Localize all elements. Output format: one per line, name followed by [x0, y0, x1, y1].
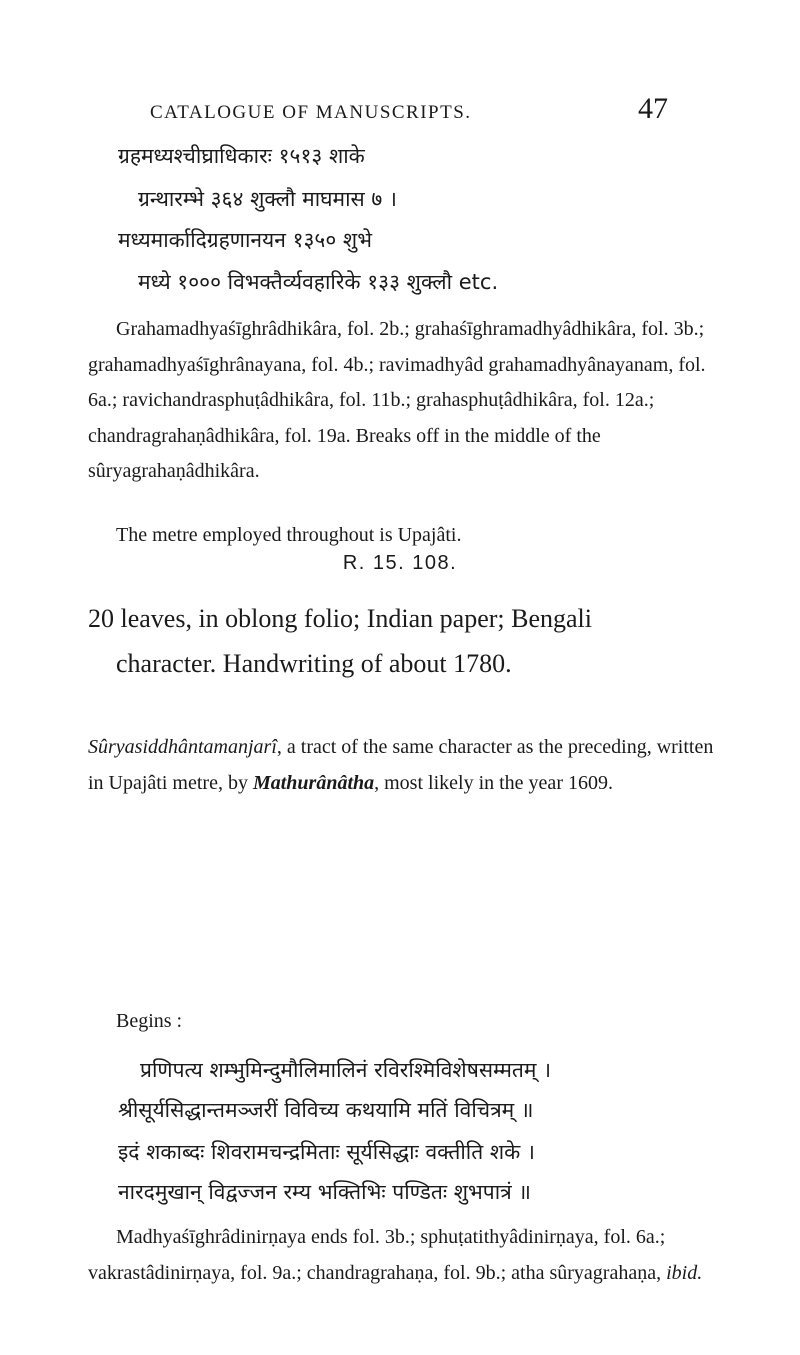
sanskrit-line-3: मध्यमार्कादिग्रहणानयन १३५० शुभे — [118, 228, 372, 252]
work-description — [88, 730, 718, 801]
physical-description-line-1: 20 leaves, in oblong folio; Indian paper; Bengali — [88, 604, 592, 633]
running-header — [150, 92, 668, 126]
closing-paragraph — [88, 1220, 718, 1291]
sanskrit-line-2: ग्रन्थारम्भे ३६४ शुक्लौ माघमास ७ । — [138, 187, 397, 211]
sanskrit-line-4: मध्ये १००० विभक्तैर्व्यवहारिके १३३ शुक्लौ etc. — [138, 270, 499, 294]
physical-description — [88, 596, 728, 686]
work-author: Mathurânâtha — [252, 771, 375, 794]
opening-line-2: श्रीसूर्यसिद्धान्तमञ्जरीं विविच्य कथयामि मतिं विचित्रम् ॥ — [118, 1098, 534, 1122]
shelfmark: R. 15. 108. — [342, 552, 458, 574]
closing-text: Madhyaśīghrâdinirṇaya ends fol. 3b.; sphuṭatithyâdinirṇaya, fol. 6a.; vakrastâdinirṇaya, fol. 9a.; chandragrahaṇa, fol. 9b.; atha sûryagrahaṇa, — [88, 1226, 667, 1284]
header-title: CATALOGUE OF MANUSCRIPTS. — [150, 102, 472, 123]
contents-paragraph: Grahamadhyaśīghrâdhikâra, fol. 2b.; grahaśīghramadhyâdhikâra, fol. 3b.; grahamadhyaśīghrânayana, fol. 4b.; ravimadhyâd grahamadhyânayanam, fol. 6a.; ravichandrasphuṭâdhikâra, fol. 11b.; grahasphuṭâdhikâra, fol. 12a.; chandragrahaṇâdhikâra, fol. 19a. Breaks off in the middle of the sûryagrahaṇâdhikâra. — [88, 318, 706, 482]
closing-ibid: ibid. — [666, 1261, 703, 1284]
physical-description-line-2: character. Handwriting of about 1780. — [116, 649, 512, 678]
metre-line: The metre employed throughout is Upajâti. — [116, 524, 462, 546]
opening-line-1: प्रणिपत्य शम्भुमिन्दुमौलिमालिनं रविरश्मिविशेषसम्मतम् । — [140, 1058, 552, 1082]
opening-line-3: इदं शकाब्दः शिवरामचन्द्रमिताः सूर्यसिद्धाः वक्तीति शके । — [118, 1140, 535, 1164]
work-description-text-1: , a tract of the same character as the preceding, written in Upajâti metre, by — [88, 736, 714, 794]
sanskrit-line-1: ग्रहमध्यश्चीघ्राधिकारः १५१३ शाके — [118, 144, 365, 168]
work-title: Sûryasiddhântamanjarî — [88, 736, 277, 758]
begins-label: Begins : — [116, 1010, 183, 1032]
page-number: 47 — [638, 92, 668, 125]
work-description-text-2: , most likely in the year 1609. — [374, 771, 613, 794]
opening-line-4: नारदमुखान् विद्वज्जन रम्य भक्तिभिः पण्डितः शुभपात्रं ॥ — [118, 1180, 531, 1204]
